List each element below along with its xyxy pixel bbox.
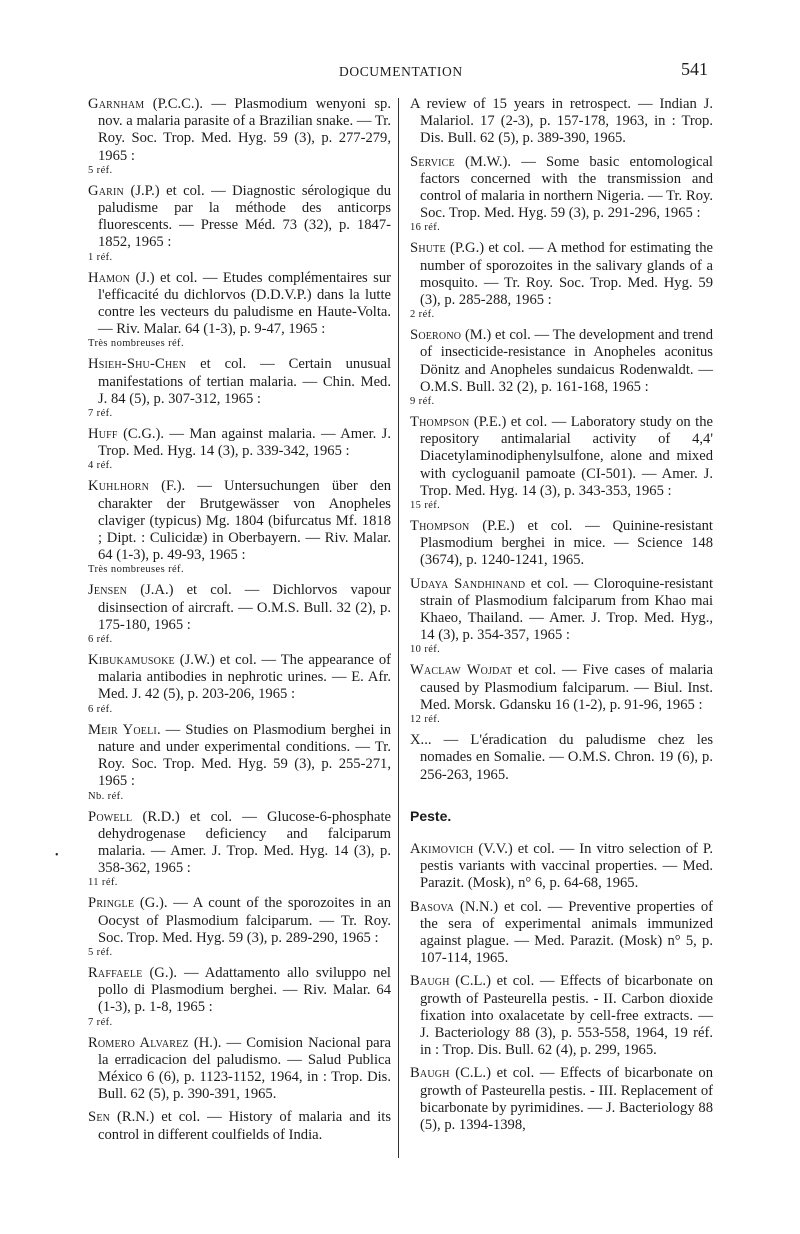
bibliography-entry bbox=[410, 662, 713, 726]
bibliography-entry bbox=[88, 1035, 391, 1104]
entry-citation: (N.N.) et col. — Preventive properties of the sera of experimental animals immunized against plague. — Med. Parazit. (Mosk) n° 5, p. 107-114, 1965. bbox=[420, 898, 713, 967]
bibliography-entry bbox=[88, 809, 391, 890]
entry-refs: 5 réf. bbox=[88, 946, 113, 958]
entry-refs: 10 réf. bbox=[410, 644, 441, 656]
entry-author: Meir Yoeli bbox=[88, 721, 157, 738]
bibliography-entry bbox=[410, 96, 713, 148]
entry-refs: Très nombreuses réf. bbox=[88, 338, 184, 350]
entry-citation: (C.G.). — Man against malaria. — Amer. J. Trop. Med. Hyg. 14 (3), p. 339-342, 1965 : bbox=[98, 426, 391, 460]
entry-refs: Nb. réf. bbox=[88, 790, 124, 802]
bibliography-entry bbox=[410, 576, 713, 657]
entry-citation: (J.W.) et col. — The appearance of malaria antibodies in nephrotic urines. — E. Afr. Med. J. 42 (5), p. 203-206, 1965 : bbox=[98, 652, 391, 703]
bibliography-entry bbox=[88, 478, 391, 576]
entry-author: Baugh bbox=[410, 1065, 450, 1082]
right-column bbox=[410, 96, 713, 1140]
entry-citation: . — Studies on Plasmodium berghei in nature and under experimental conditions. — Tr. Roy. Soc. Trop. Med. Hyg. 59 (3), p. 255-271, 1965 : bbox=[98, 721, 392, 790]
bibliography-entry bbox=[88, 356, 391, 420]
entry-author: Jensen bbox=[88, 582, 128, 599]
entry-refs: 7 réf. bbox=[88, 408, 113, 420]
bibliography-entry bbox=[88, 1109, 391, 1143]
entry-refs: 2 réf. bbox=[410, 309, 435, 321]
bibliography-entry bbox=[410, 414, 713, 512]
entry-citation: (G.). — A count of the sporozoites in an Oocyst of Plasmodium falciparum. — Tr. Roy. Soc. Trop. Med. Hyg. 59 (3), p. 289-290, 1965 : bbox=[98, 895, 391, 946]
bibliography-entry bbox=[410, 518, 713, 570]
bibliography-entry bbox=[88, 426, 391, 472]
left-column bbox=[88, 96, 391, 1150]
entry-author: Garnham bbox=[88, 96, 145, 112]
entry-author: Kuhlhorn bbox=[88, 478, 150, 495]
page-number: 541 bbox=[681, 59, 708, 79]
bibliography-entry bbox=[88, 270, 391, 351]
entry-citation: (M.) et col. — The development and trend of insecticide-resistance in Anopheles aconitus Dönitz and Anopheles sundaicus Rodenwaldt. — O.M.S. Bull. 32 (2), p. 161-168, 1965 : bbox=[420, 327, 713, 395]
entry-author: Basova bbox=[410, 898, 455, 915]
margin-mark: • bbox=[55, 850, 59, 861]
entry-author: Baugh bbox=[410, 973, 450, 990]
entry-refs: 1 réf. bbox=[88, 251, 113, 263]
bibliography-entry bbox=[88, 965, 391, 1029]
entry-refs: 16 réf. bbox=[410, 222, 441, 234]
entry-author: Thompson bbox=[410, 518, 470, 535]
entry-author: Shute bbox=[410, 240, 446, 257]
entry-refs: 4 réf. bbox=[88, 460, 113, 472]
entry-refs: 12 réf. bbox=[410, 714, 441, 726]
entry-author: Service bbox=[410, 153, 455, 170]
entry-author: Soerono bbox=[410, 327, 462, 344]
entry-author: Kibukamusoke bbox=[88, 652, 175, 669]
entry-author: Garin bbox=[88, 182, 124, 199]
bibliography-entry bbox=[410, 327, 713, 408]
bibliography-entry bbox=[88, 895, 391, 959]
column-divider bbox=[398, 98, 399, 1158]
entry-refs: 7 réf. bbox=[88, 1016, 113, 1028]
entry-citation: (R.N.) et col. — History of malaria and its control in different coulfields of India. bbox=[98, 1109, 391, 1143]
entry-citation: (G.). — Adattamento allo sviluppo nel pollo di Plasmodium berghei. — Riv. Malar. 64 (1-3), p. 1-8, 1965 : bbox=[98, 964, 391, 1016]
entry-citation: (C.L.) et col. — Effects of bicarbonate on growth of Pasteurella pestis. - II. Carbon dioxide fixation into oxalacetate by cell-free extracts. — J. Bacteriology 88 (3), p. 553-558, 1964, 19 réf. in : Trop. Dis. Bull. 62 (4), p. 299, 1965. bbox=[420, 973, 713, 1059]
section-heading: Peste. bbox=[410, 807, 452, 824]
entry-citation: (F.). — Untersuchungen über den charakter der Brutgewässer von Anopheles claviger (typicus) Mg. 1804 (bifurcatus Mf. 1818 ; Dipt. : Culicidæ) in Oberbayern. — Riv. Malar. 64 (1-3), p. 49-93, 1965 : bbox=[98, 478, 391, 564]
entry-author: Udaya Sandhinand bbox=[410, 575, 526, 592]
entry-refs: 5 réf. bbox=[88, 164, 113, 176]
entry-author: Hamon bbox=[88, 269, 131, 286]
entry-citation: (P.C.C.). — Plasmodium wenyoni sp. nov. a malaria parasite of a Brazilian snake. — Tr. Roy. Soc. Trop. Med. Hyg. 59 (3), p. 277-279, 1965 : bbox=[98, 96, 391, 164]
entry-citation: (M.W.). — Some basic entomological factors concerned with the transmission and control of malaria in northern Nigeria. — Tr. Roy. Soc. Trop. Med. Hyg. 59 (3), p. 291-296, 1965 : bbox=[420, 153, 713, 222]
entry-author: Pringle bbox=[88, 895, 135, 912]
entry-citation: (R.D.) et col. — Glucose-6-phosphate dehydrogenase deficiency and falciparum malaria. — Amer. J. Trop. Med. Hyg. 14 (3), p. 358-362, 1965 : bbox=[98, 808, 391, 877]
bibliography-entry bbox=[410, 732, 713, 784]
entry-author: Hsieh-Shu-Chen bbox=[88, 356, 187, 373]
entry-citation: (H.). — Comision Nacional para la erradicacion del paludismo. — Salud Publica México 6 (6), p. 1123-1152, 1964, in : Trop. Dis. Bull. 62 (5), p. 390-391, 1965. bbox=[98, 1034, 391, 1103]
bibliography-entry bbox=[88, 183, 391, 264]
entry-author: Raffaele bbox=[88, 964, 143, 981]
entry-citation: (V.V.) et col. — In vitro selection of P. pestis variants with vaccinal properties. — Med. Parazit. (Mosk), n° 6, p. 64-68, 1965. bbox=[420, 840, 713, 892]
bibliography-entry bbox=[410, 899, 713, 968]
bibliography-entry bbox=[88, 582, 391, 646]
entry-refs: 9 réf. bbox=[410, 396, 435, 408]
entry-citation: (P.E.) et col. — Laboratory study on the repository antimalarial activity of 4,4' Diacetylaminodiphenylsulfone, alone and mixed with cycloguanil pamoate (CI-501). — Amer. J. Trop. Med. Hyg. 14 (3), p. 343-353, 1965 : bbox=[420, 414, 713, 499]
entry-citation: et col. — Certain unusual manifestations of tertian malaria. — Chin. Med. J. 84 (5), p. 307-312, 1965 : bbox=[98, 356, 391, 407]
entry-citation: et col. — Cloroquine-resistant strain of Plasmodium falciparum from Khao mai Khaeo, Thailand. — Amer. J. Trop. Med. Hyg., 14 (3), p. 354-357, 1965 : bbox=[420, 575, 714, 644]
entry-citation: (C.L.) et col. — Effects of bicarbonate on growth of Pasteurella pestis. - III. Replacement of bicarbonate by pyrimidines. — J. Bacteriology 88 (5), p. 1394-1398, bbox=[420, 1065, 713, 1133]
entry-refs: 6 réf. bbox=[88, 634, 113, 646]
entry-refs: 15 réf. bbox=[410, 500, 441, 512]
bibliography-entry bbox=[88, 96, 391, 177]
entry-citation: (J.) et col. — Etudes complémentaires sur l'efficacité du dichlorvos (D.D.V.P.) dans la lutte contre les vecteurs du paludisme en Haute-Volta. — Riv. Malar. 64 (1-3), p. 9-47, 1965 : bbox=[98, 269, 391, 338]
page-header bbox=[0, 58, 800, 88]
running-head: DOCUMENTATION bbox=[339, 64, 463, 79]
bibliography-entry bbox=[88, 652, 391, 716]
entry-citation: et col. — Five cases of malaria caused by Plasmodium falciparum. — Biul. Inst. Med. Morsk. Gdansku 16 (1-2), p. 91-96, 1965 : bbox=[420, 662, 713, 713]
entry-citation: A review of 15 years in retrospect. — Indian J. Malariol. 17 (2-3), p. 157-178, 1963, in : Trop. Dis. Bull. 62 (5), p. 389-390, 1965. bbox=[410, 96, 713, 147]
entry-author: Thompson bbox=[410, 414, 470, 431]
bibliography-entry bbox=[88, 722, 391, 803]
entry-author: Romero Alvarez bbox=[88, 1034, 189, 1051]
bibliography-entry bbox=[410, 973, 713, 1059]
entry-citation: X... — L'éradication du paludisme chez les nomades en Somalie. — O.M.S. Chron. 19 (6), p. 256-263, 1965. bbox=[410, 732, 713, 783]
entry-refs: 11 réf. bbox=[88, 877, 118, 889]
bibliography-entry bbox=[410, 841, 713, 893]
entry-author: Huff bbox=[88, 426, 118, 443]
entry-citation: (P.G.) et col. — A method for estimating the number of sporozoites in the salivary glands of a mosquito. — Tr. Roy. Soc. Trop. Med. Hyg. 59 (3), p. 285-288, 1965 : bbox=[420, 240, 713, 309]
entry-citation: (J.P.) et col. — Diagnostic sérologique du paludisme par la méthode des anticorps fluorescents. — Presse Méd. 73 (32), p. 1847-1852, 1965 : bbox=[98, 182, 391, 251]
entry-refs: Très nombreuses réf. bbox=[88, 564, 184, 576]
entry-author: Powell bbox=[88, 808, 133, 825]
entry-citation: (J.A.) et col. — Dichlorvos vapour disinsection of aircraft. — O.M.S. Bull. 32 (2), p. 175-180, 1965 : bbox=[98, 582, 391, 633]
entry-author: Waclaw Wojdat bbox=[410, 662, 513, 679]
entry-citation: (P.E.) et col. — Quinine-resistant Plasmodium berghei in mice. — Science 148 (3674), p. 1240-1241, 1965. bbox=[420, 518, 713, 569]
bibliography-entry bbox=[410, 240, 713, 321]
bibliography-entry bbox=[410, 1065, 713, 1134]
entry-author: Akimovich bbox=[410, 840, 474, 857]
bibliography-entry bbox=[410, 154, 713, 235]
entry-refs: 6 réf. bbox=[88, 703, 113, 715]
entry-author: Sen bbox=[88, 1109, 111, 1126]
